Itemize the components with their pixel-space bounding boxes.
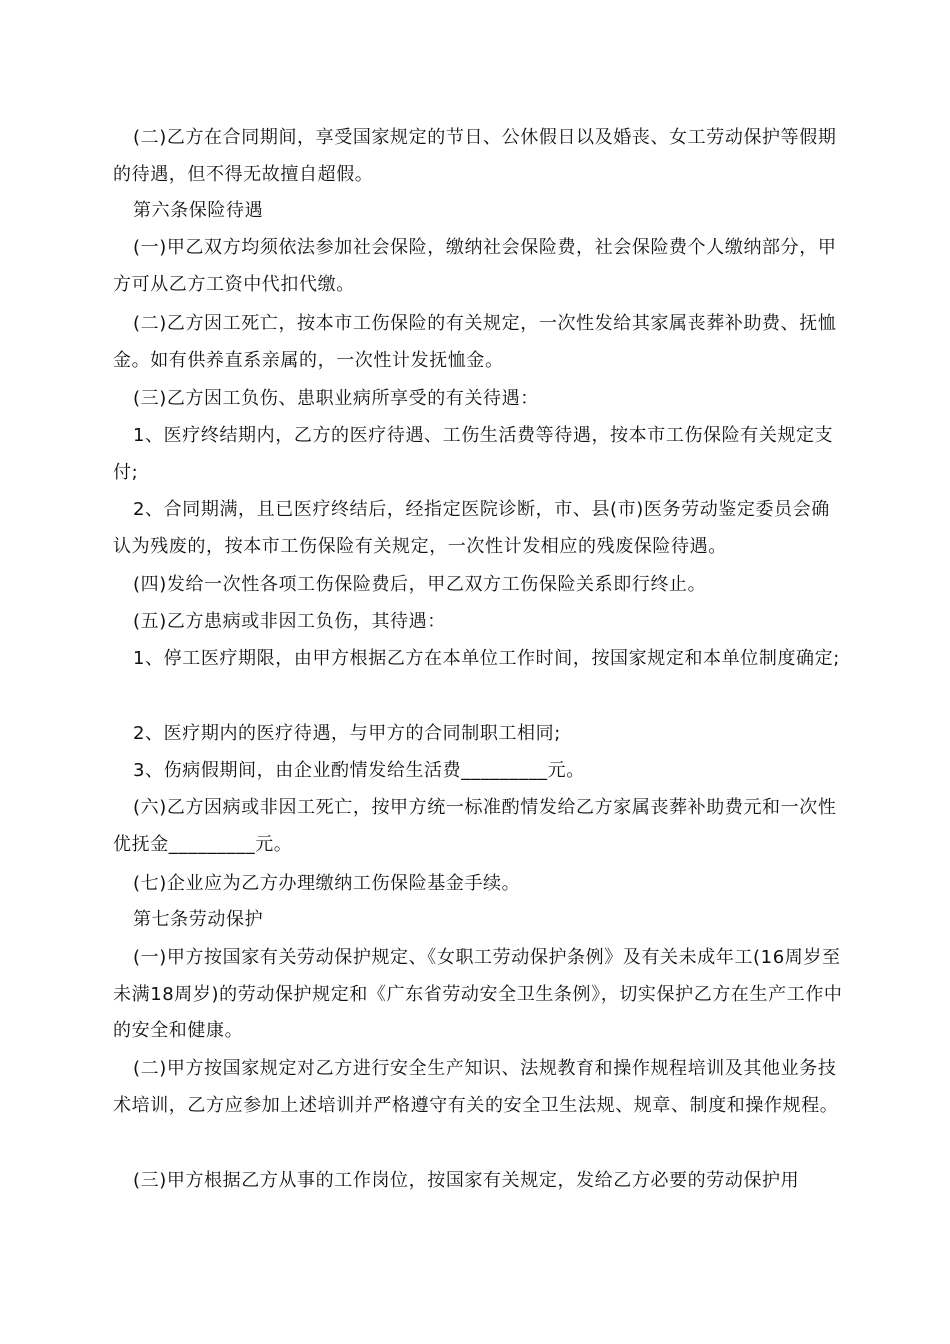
paragraph-medical-treatment: 2、医疗期内的医疗待遇，与甲方的合同制职工相同; [133, 723, 561, 744]
article-7-heading: 第七条劳动保护 [133, 909, 264, 930]
paragraph-medical-period: 1、医疗终结期内，乙方的医疗待遇、工伤生活费等待遇，按本市工伤保险有关规定支付; [113, 425, 834, 483]
article-6-heading: 第六条保险待遇 [133, 200, 264, 221]
paragraph-non-work-death: (六)乙方因病或非因工死亡，按甲方统一标准酌情发给乙方家属丧葬补助费元和一次性优抚金_________元。 [113, 797, 837, 855]
paragraph-injury-fund: (七)企业应为乙方办理缴纳工伤保险基金手续。 [133, 873, 521, 894]
paragraph-protective-equipment: (三)甲方根据乙方从事的工作岗位，按国家有关规定，发给乙方必要的劳动保护用 [133, 1170, 800, 1191]
paragraph-work-death: (二)乙方因工死亡，按本市工伤保险的有关规定，一次性发给其家属丧葬补助费、抚恤金。如有供养直系亲属的，一次性计发抚恤金。 [113, 313, 837, 371]
paragraph-illness: (五)乙方患病或非因工负伤，其待遇： [133, 611, 446, 632]
paragraph-disability: 2、合同期满，且已医疗终结后，经指定医院诊断，市、县(市)医务劳动鉴定委员会确认为残废的，按本市工伤保险有关规定，一次性计发相应的残废保险待遇。 [113, 499, 830, 557]
paragraph-social-insurance: (一)甲乙双方均须依法参加社会保险，缴纳社会保险费，社会保险费个人缴纳部分，甲方可从乙方工资中代扣代缴。 [113, 237, 837, 295]
paragraph-labor-protection: (一)甲方按国家有关劳动保护规定、《女职工劳动保护条例》及有关未成年工(16周岁至未满18周岁)的劳动保护规定和《广东省劳动安全卫生条例》，切实保护乙方在生产工作中的安全和健康。 [113, 947, 843, 1041]
paragraph-sick-leave-period: 1、停工医疗期限，由甲方根据乙方在本单位工作时间，按国家规定和本单位制度确定; [133, 648, 840, 669]
paragraph-leave-benefits: (二)乙方在合同期间，享受国家规定的节日、公休假日以及婚丧、女工劳动保护等假期的待遇，但不得无故擅自超假。 [113, 127, 837, 185]
paragraph-living-allowance: 3、伤病假期间，由企业酌情发给生活费_________元。 [133, 760, 585, 781]
paragraph-insurance-termination: (四)发给一次性各项工伤保险费后，甲乙双方工伤保险关系即行终止。 [133, 574, 707, 595]
paragraph-safety-training: (二)甲方按国家规定对乙方进行安全生产知识、法规教育和操作规程培训及其他业务技术培训，乙方应参加上述培训并严格遵守有关的安全卫生法规、规章、制度和操作规程。 [113, 1058, 839, 1116]
paragraph-work-injury: (三)乙方因工负伤、患职业病所享受的有关待遇： [133, 388, 539, 409]
